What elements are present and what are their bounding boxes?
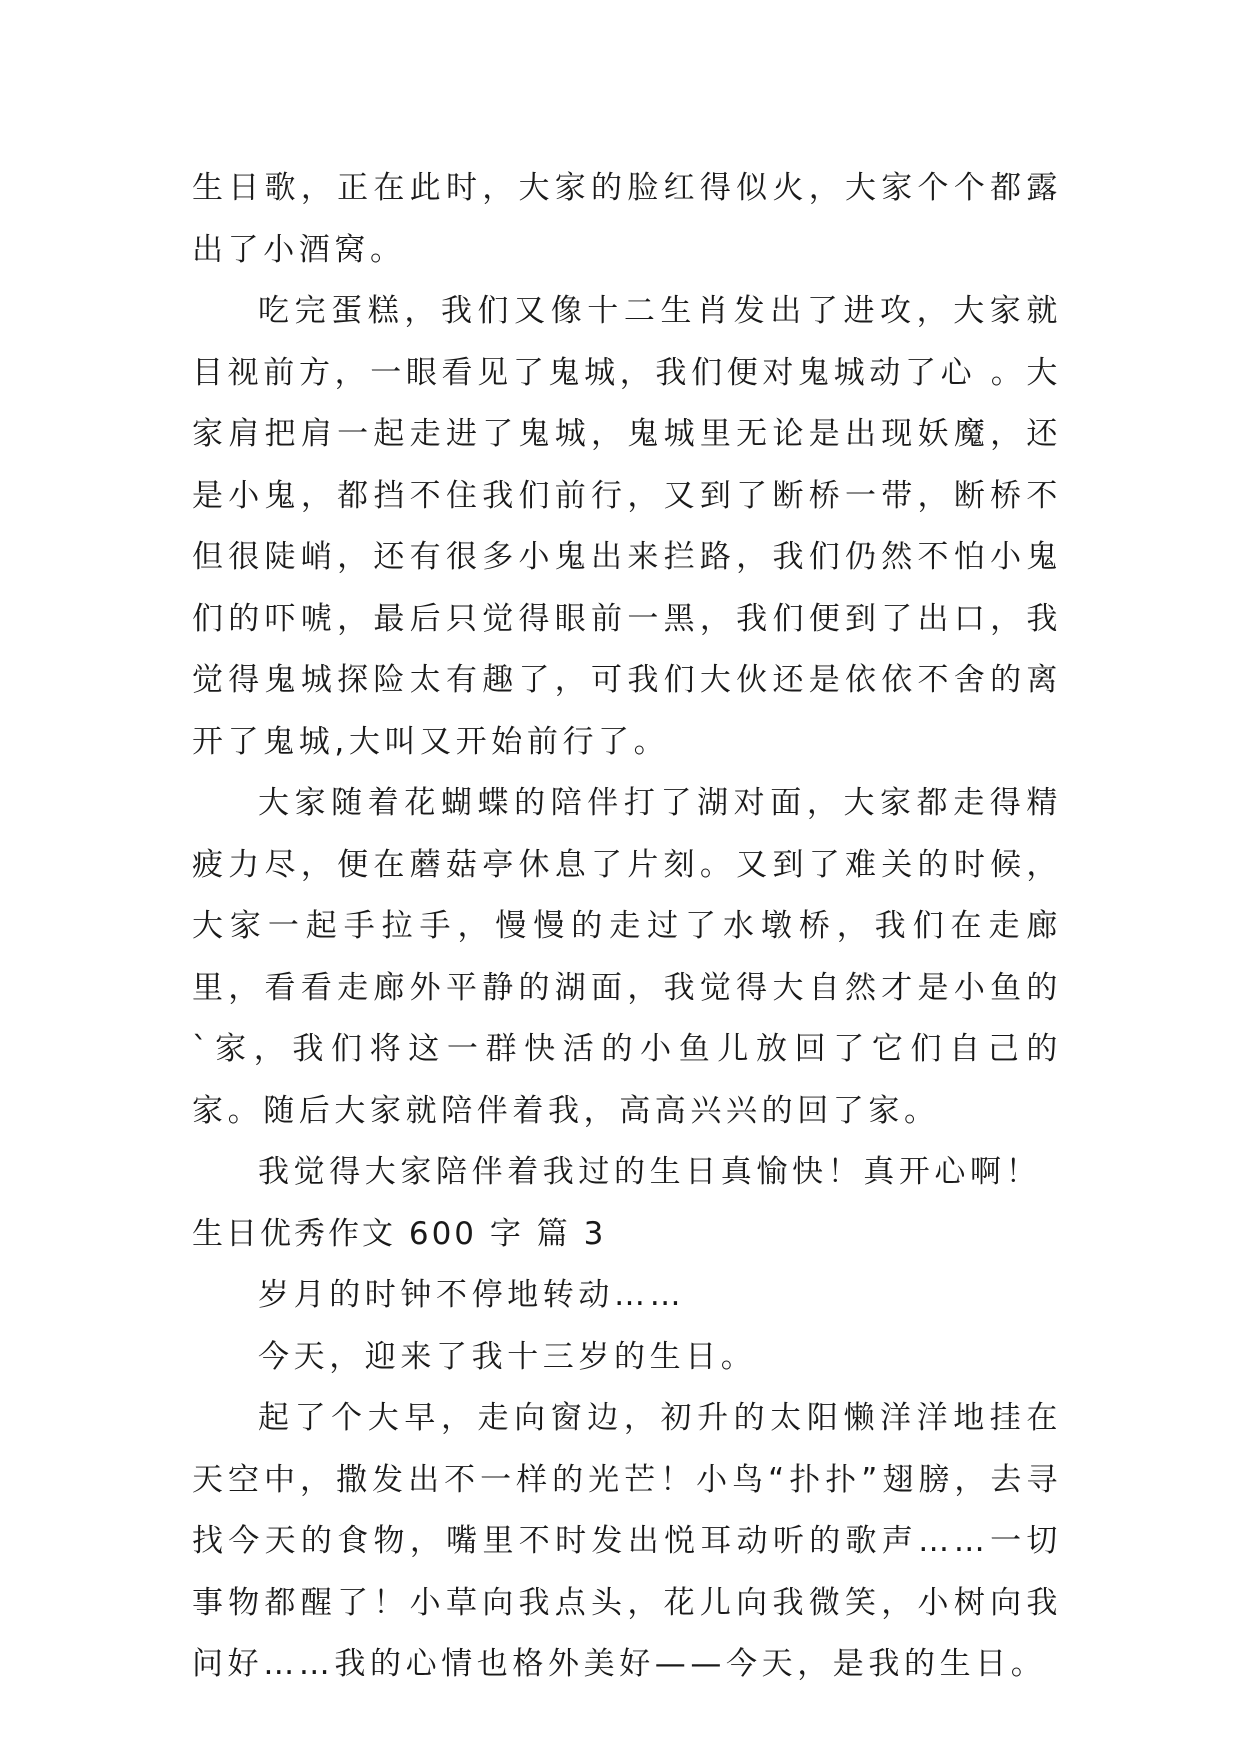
paragraph-happy-birthday: 我觉得大家陪伴着我过的生日真愉快！真开心啊！ — [258, 1154, 1042, 1190]
document-body — [192, 158, 1062, 1696]
section-heading: 生日优秀作文 600 字 篇 3 — [192, 1215, 607, 1252]
paragraph-morning: 起了个大早，走向窗边，初升的太阳懒洋洋地挂在天空中，撒发出不一样的光芒！小鸟“扑扑”翅膀，去寻找今天的食物，嘴里不时发出悦耳动听的歌声……一切事物都醒了！小草向我点头，花儿向我微笑，小树向我问好……我的心情也格外美好——今天，是我的生日。 — [192, 1400, 1062, 1682]
paragraph-clock: 岁月的时钟不停地转动…… — [258, 1277, 686, 1313]
paragraph-today: 今天，迎来了我十三岁的生日。 — [258, 1338, 757, 1375]
paragraph-ghost-city: 吃完蛋糕，我们又像十二生肖发出了进攻，大家就目视前方，一眼看见了鬼城，我们便对鬼城动了心 。大家肩把肩一起走进了鬼城，鬼城里无论是出现妖魔，还是小鬼，都挡不住我们前行，又到了断桥一带，断桥不但很陡峭，还有很多小鬼出来拦路，我们仍然不怕小鬼们的吓唬，最后只觉得眼前一黑，我们便到了出口，我觉得鬼城探险太有趣了，可我们大伙还是依依不舍的离开了鬼城,大叫又开始前行了。 — [192, 293, 1062, 760]
paragraph-lake: 大家随着花蝴蝶的陪伴打了湖对面，大家都走得精疲力尽，便在蘑菇亭休息了片刻。又到了难关的时候，大家一起手拉手，慢慢的走过了水墩桥，我们在走廊里，看看走廊外平静的湖面，我觉得大自然才是小鱼的`家，我们将这一群快活的小鱼儿放回了它们自己的家。随后大家就陪伴着我，高高兴兴的回了家。 — [192, 785, 1062, 1129]
paragraph-birthday-song: 生日歌，正在此时，大家的脸红得似火，大家个个都露出了小酒窝。 — [192, 170, 1062, 268]
